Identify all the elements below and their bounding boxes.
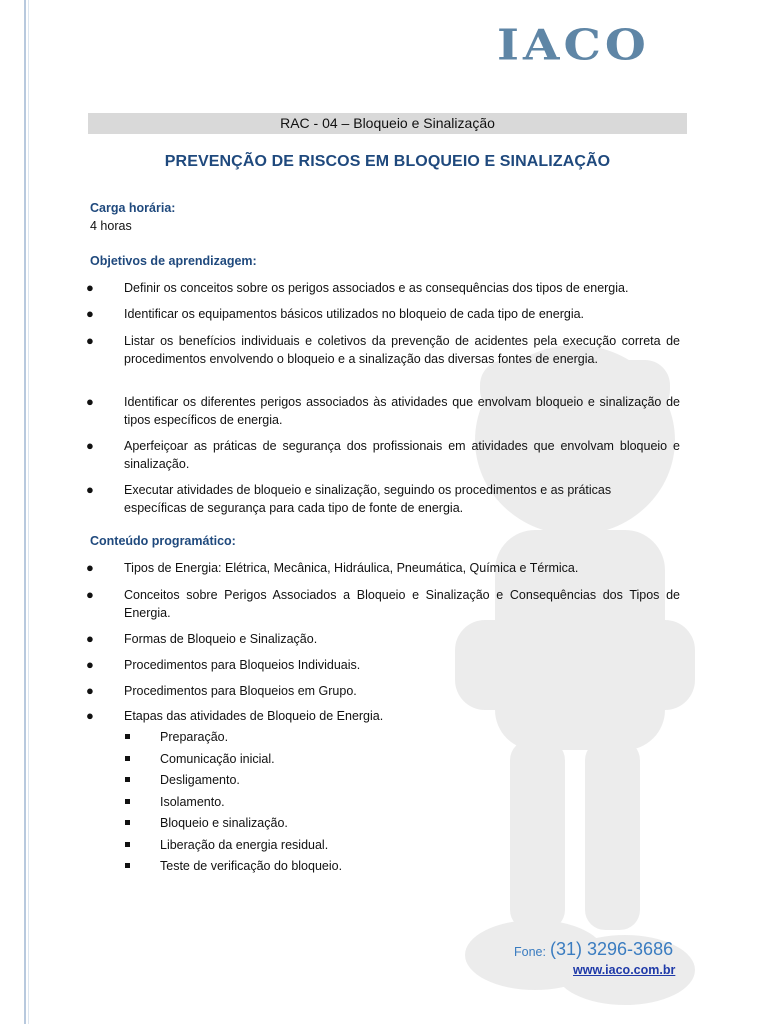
square-bullet-icon bbox=[125, 842, 130, 847]
bullet-icon: ● bbox=[86, 560, 94, 575]
bullet-icon: ● bbox=[86, 683, 94, 698]
content-item: Conceitos sobre Perigos Associados a Bloqueio e Sinalização e Consequências dos Tipos de Energia. bbox=[124, 588, 680, 620]
square-bullet-icon bbox=[125, 734, 130, 739]
objective-item: Identificar os diferentes perigos associados às atividades que envolvam bloqueio e sinalização de tipos específicos de energia. bbox=[124, 395, 680, 427]
objective-item: Executar atividades de bloqueio e sinalização, seguindo os procedimentos e as práticas específicas de segurança para cada tipo de fonte de energia. bbox=[124, 483, 612, 515]
phone-label: Fone: bbox=[514, 945, 546, 959]
content-item: Formas de Bloqueio e Sinalização. bbox=[124, 632, 318, 646]
sub-item: Desligamento. bbox=[160, 773, 240, 787]
square-bullet-icon bbox=[125, 799, 130, 804]
bullet-icon: ● bbox=[86, 482, 94, 497]
objective-item: Listar os benefícios individuais e coletivos da prevenção de acidentes pela execução correta de procedimentos envolvendo o bloqueio e a sinalização das diversas fontes de energia. bbox=[124, 334, 680, 366]
course-code-banner: RAC - 04 – Bloqueio e Sinalização bbox=[88, 113, 687, 134]
objective-item: Aperfeiçoar as práticas de segurança dos profissionais em atividades que envolvam bloqueio e sinalização. bbox=[124, 439, 680, 471]
page-title: PREVENÇÃO DE RISCOS EM BLOQUEIO E SINALIZAÇÃO bbox=[164, 153, 611, 170]
content-item: Tipos de Energia: Elétrica, Mecânica, Hidráulica, Pneumática, Química e Térmica. bbox=[124, 561, 579, 575]
workload-value: 4 horas bbox=[90, 219, 132, 233]
page-margin-rule bbox=[24, 0, 26, 1024]
objective-item: Definir os conceitos sobre os perigos associados e as consequências dos tipos de energia. bbox=[124, 281, 629, 295]
bullet-icon: ● bbox=[86, 708, 94, 723]
square-bullet-icon bbox=[125, 777, 130, 782]
square-bullet-icon bbox=[125, 756, 130, 761]
sub-item: Isolamento. bbox=[160, 795, 225, 809]
workload-label: Carga horária: bbox=[90, 201, 176, 215]
sub-item: Bloqueio e sinalização. bbox=[160, 816, 288, 830]
bullet-icon: ● bbox=[86, 438, 94, 453]
content-item: Procedimentos para Bloqueios em Grupo. bbox=[124, 684, 357, 698]
sub-item: Preparação. bbox=[160, 730, 229, 744]
bullet-icon: ● bbox=[86, 657, 94, 672]
iaco-logo: IACO bbox=[497, 20, 650, 71]
bullet-icon: ● bbox=[86, 394, 94, 409]
objective-item: Identificar os equipamentos básicos utilizados no bloqueio de cada tipo de energia. bbox=[124, 307, 585, 321]
website-link[interactable]: www.iaco.com.br bbox=[573, 963, 676, 977]
bullet-icon: ● bbox=[86, 306, 94, 321]
content-heading: Conteúdo programático: bbox=[90, 534, 236, 548]
content-item: Etapas das atividades de Bloqueio de Energia. bbox=[124, 709, 384, 723]
square-bullet-icon bbox=[125, 820, 130, 825]
objectives-heading: Objetivos de aprendizagem: bbox=[90, 254, 257, 268]
content-item: Procedimentos para Bloqueios Individuais. bbox=[124, 658, 361, 672]
bullet-icon: ● bbox=[86, 631, 94, 646]
sub-item: Liberação da energia residual. bbox=[160, 838, 329, 852]
bullet-icon: ● bbox=[86, 333, 94, 348]
sub-item: Teste de verificação do bloqueio. bbox=[160, 859, 343, 873]
bullet-icon: ● bbox=[86, 587, 94, 602]
page-margin-rule-secondary bbox=[28, 0, 29, 1024]
bullet-icon: ● bbox=[86, 280, 94, 295]
square-bullet-icon bbox=[125, 863, 130, 868]
phone-number: (31) 3296-3686 bbox=[550, 939, 674, 959]
sub-item: Comunicação inicial. bbox=[160, 752, 275, 766]
